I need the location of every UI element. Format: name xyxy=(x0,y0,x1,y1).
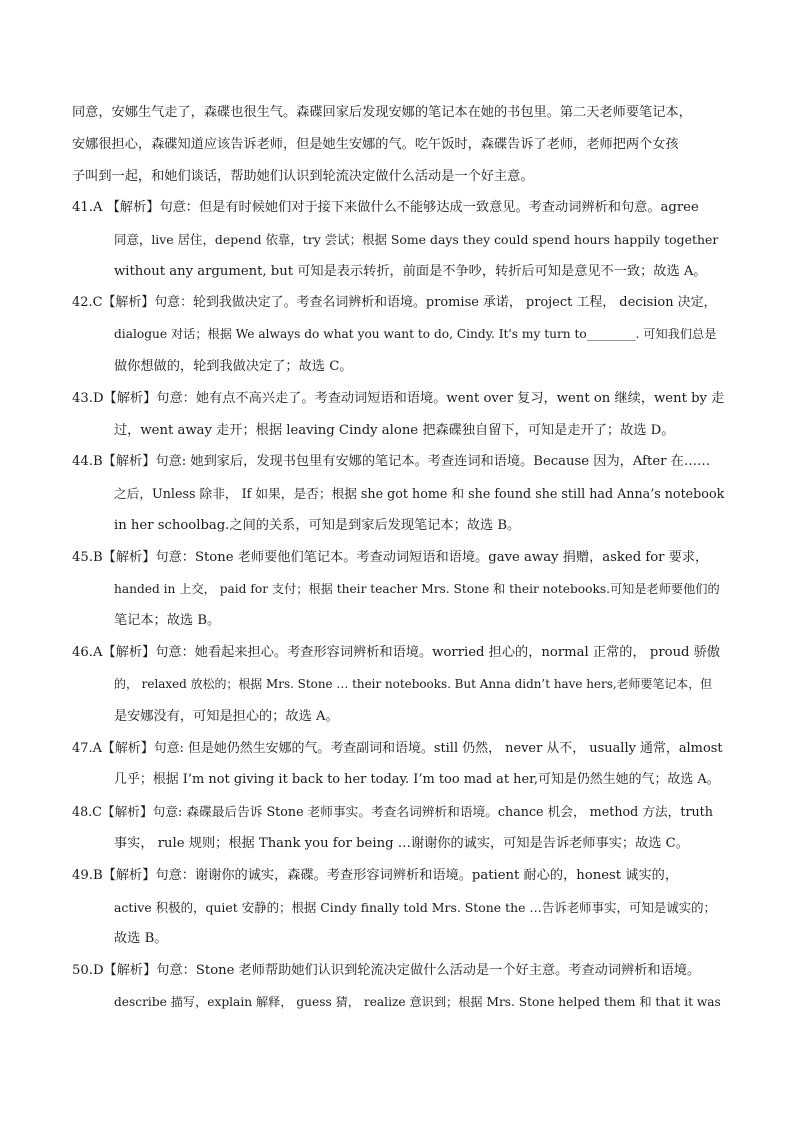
explanation-44 xyxy=(72,446,724,541)
explanation-42 xyxy=(72,287,724,382)
explanation-50 xyxy=(72,955,724,1019)
explanation-line: handed in 上交， paid for 支付；根据 their teacher Mrs. Stone 和 their notebooks.可知是老师要他们的 xyxy=(114,581,720,596)
explanation-line: 的， relaxed 放松的；根据 Mrs. Stone … their notebooks. But Anna didn’t have hers,老师要笔记本，但 xyxy=(114,676,713,691)
explanation-line: dialogue 对话；根据 We always do what you want to do, Cindy. It's my turn to________. 可知我们总是 xyxy=(114,327,717,342)
explanation-45 xyxy=(72,542,724,637)
explanation-line: 41.A 【解析】句意：但是有时候她们对于接下来做什么不能够达成一致意见。考查动词辨析和句意。agree xyxy=(72,200,699,215)
explanation-line: 是安娜没有，可知是担心的；故选 A。 xyxy=(114,708,339,724)
explanation-41 xyxy=(72,192,724,287)
explanation-line: 事实， rule 规则；根据 Thank you for being …谢谢你的诚实，可知是告诉老师事实；故选 C。 xyxy=(114,835,689,851)
intro-line: 安娜很担心，森碟知道应该告诉老师，但是她生安娜的气。吃午饭时，森碟告诉了老师，老师把两个女孩 xyxy=(72,137,679,152)
explanation-48 xyxy=(72,796,724,860)
explanation-line: 46.A【解析】句意：她看起来担心。考查形容词辨析和语境。worried 担心的，normal 正常的， proud 骄傲 xyxy=(72,645,721,661)
explanation-line: without any argument, but 可知是表示转折，前面是不争吵，转折后可知是意见不一致；故选 A。 xyxy=(114,263,707,279)
explanation-line: in her schoolbag.之间的关系，可知是到家后发现笔记本；故选 B。 xyxy=(114,517,521,533)
intro-line: 同意，安娜生气走了，森碟也很生气。森碟回家后发现安娜的笔记本在她的书包里。第二天老师要笔记本， xyxy=(72,105,692,120)
explanation-43 xyxy=(72,383,724,447)
explanation-line: 50.D【解析】句意：Stone 老师帮助她们认识到轮流决定做什么活动是一个好主意。考查动词辨析和语境。 xyxy=(72,963,701,979)
explanation-line: 之后，Unless 除非， If 如果，是否；根据 she got home 和 she found she still had Anna’s notebook xyxy=(114,486,725,502)
explanation-line: 故选 B。 xyxy=(114,931,168,947)
explanation-line: 44.B【解析】句意: 她到家后，发现书包里有安娜的笔记本。考查连词和语境。Because 因为，After 在…… xyxy=(72,454,711,470)
explanation-47 xyxy=(72,733,724,797)
explanation-line: 45.B【解析】句意：Stone 老师要他们笔记本。考查动词短语和语境。gave away 捐赠，asked for 要求， xyxy=(72,549,709,565)
explanation-line: describe 描写，explain 解释， guess 猜， realize 意识到；根据 Mrs. Stone helped them 和 that it was xyxy=(114,994,721,1009)
explanation-line: active 积极的，quiet 安静的；根据 Cindy finally told Mrs. Stone the …告诉老师事实，可知是诚实的； xyxy=(114,899,716,915)
explanation-line: 笔记本；故选 B。 xyxy=(114,613,221,629)
explanation-line: 47.A【解析】句意: 但是她仍然生安娜的气。考查副词和语境。still 仍然， never 从不， usually 通常，almost xyxy=(72,740,723,756)
explanation-line: 几乎；根据 I’m not giving it back to her today. I’m too mad at her,可知是仍然生她的气；故选 A。 xyxy=(114,772,720,788)
explanation-line: 同意，live 居住，depend 依靠，try 尝试；根据 Some days they could spend hours happily together xyxy=(114,231,719,247)
explanation-line: 做你想做的，轮到我做决定了；故选 C。 xyxy=(114,358,353,374)
explanation-46 xyxy=(72,637,724,732)
explanation-line: 49.B【解析】句意：谢谢你的诚实，森碟。考查形容词辨析和语境。patient 耐心的，honest 诚实的， xyxy=(72,867,679,883)
explanation-line: 43.D【解析】句意：她有点不高兴走了。考查动词短语和语境。went over 复习，went on 继续，went by 走 xyxy=(72,390,725,406)
explanation-line: 过，went away 走开；根据 leaving Cindy alone 把森碟独自留下，可知是走开了；故选 D。 xyxy=(114,422,675,438)
explanation-line: 48.C【解析】句意: 森碟最后告诉 Stone 老师事实。考查名词辨析和语境。chance 机会， method 方法，truth xyxy=(72,804,713,820)
answer-explanations xyxy=(72,192,724,1019)
explanation-line: 42.C【解析】句意：轮到我做决定了。考查名词辨析和语境。promise 承诺， project 工程， decision 决定， xyxy=(72,295,717,311)
explanation-49 xyxy=(72,860,724,955)
intro-line: 子叫到一起，和她们谈话，帮助她们认识到轮流决定做什么活动是一个好主意。 xyxy=(72,169,534,184)
intro-paragraph xyxy=(72,97,724,193)
